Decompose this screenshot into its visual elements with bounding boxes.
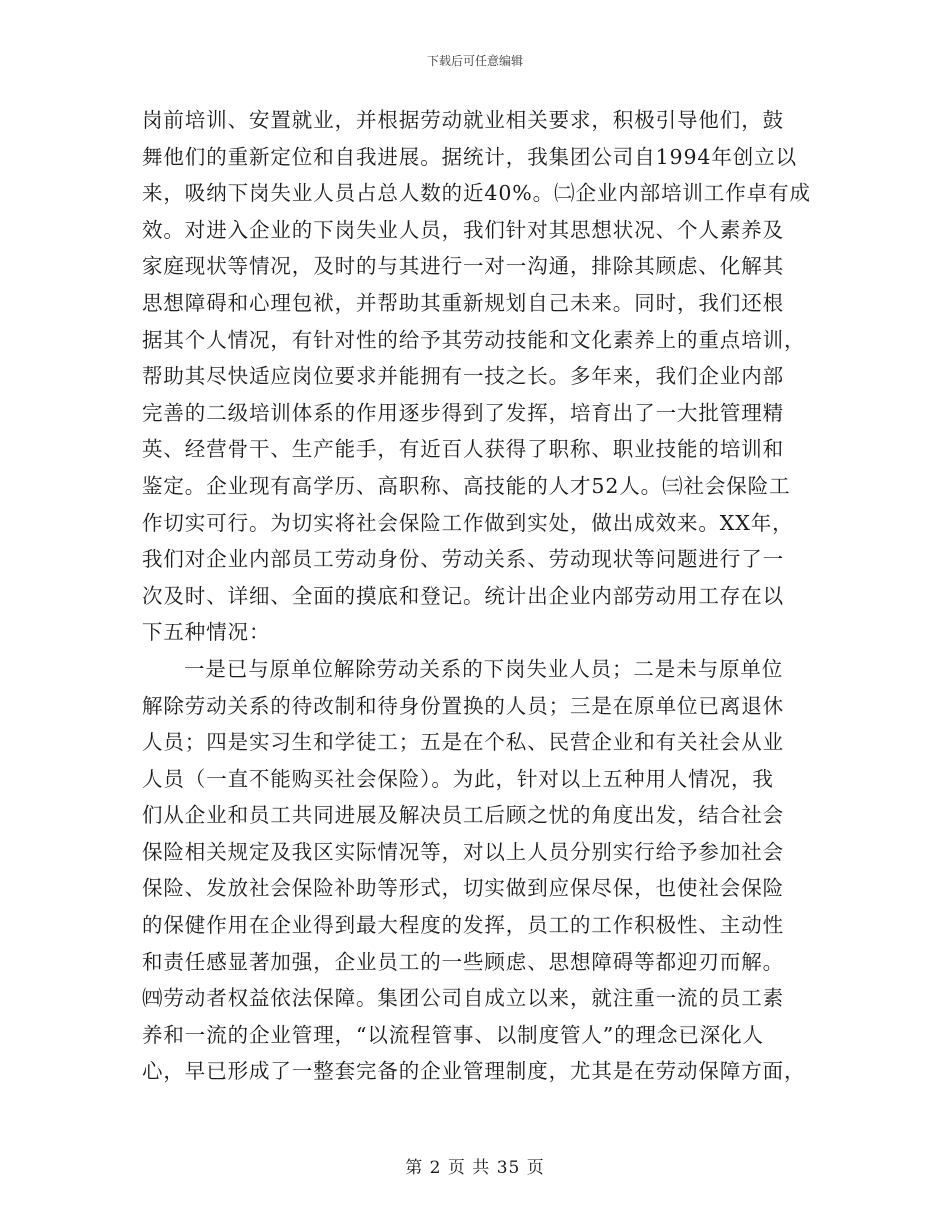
body-line: 思想障碍和心理包袱，并帮助其重新规划自己未来。同时，我们还根 — [142, 290, 784, 315]
body-line: 英、经营骨干、生产能手，有近百人获得了职称、职业技能的培训和 — [142, 437, 784, 462]
body-line: 帮助其尽快适应岗位要求并能拥有一技之长。多年来，我们企业内部 — [142, 364, 784, 389]
body-line: 次及时、详细、全面的摸底和登记。统计出企业内部劳动用工存在以 — [142, 583, 784, 608]
body-line: 和责任感显著加强，企业员工的一些顾虑、思想障碍等都迎刃而解。 — [142, 949, 784, 974]
body-line: 保险相关规定及我区实际情况等，对以上人员分别实行给予参加社会 — [142, 839, 784, 864]
body-line: 们从企业和员工共同进展及解决员工后顾之忧的角度出发，结合社会 — [142, 803, 784, 828]
body-line: 来，吸纳下岗失业人员占总人数的近40%。㈡企业内部培训工作卓有成 — [142, 181, 811, 206]
body-line: 保险、发放社会保险补助等形式，切实做到应保尽保，也使社会保险 — [142, 876, 784, 901]
body-line: 的保健作用在企业得到最大程度的发挥，员工的工作积极性、主动性 — [142, 913, 784, 938]
body-line: 岗前培训、安置就业，并根据劳动就业相关要求，积极引导他们，鼓 — [142, 108, 784, 132]
body-line: 家庭现状等情况，及时的与其进行一对一沟通，排除其顾虑、化解其 — [142, 254, 784, 279]
body-line: 人员（一直不能购买社会保险）。为此，针对以上五种用人情况，我 — [142, 766, 774, 791]
body-line: ㈣劳动者权益依法保障。集团公司自成立以来，就注重一流的员工素 — [142, 986, 784, 1011]
body-line: 人员；四是实习生和学徒工；五是在个私、民营企业和有关社会从业 — [142, 730, 784, 755]
body-line: 心，早已形成了一整套完备的企业管理制度，尤其是在劳动保障方面， — [142, 1059, 806, 1084]
body-line: 效。对进入企业的下岗失业人员，我们针对其思想状况、个人素养及 — [142, 217, 784, 242]
body-line: 完善的二级培训体系的作用逐步得到了发挥，培育出了一大批管理精 — [142, 400, 784, 425]
body-line: 下五种情况： — [142, 620, 271, 645]
paragraph-first-line: 一是已与原单位解除劳动关系的下岗失业人员；二是未与原单位 — [184, 656, 784, 681]
body-line: 据其个人情况，有针对性的给予其劳动技能和文化素养上的重点培训， — [142, 327, 806, 352]
document-body — [142, 102, 812, 1090]
body-line: 解除劳动关系的待改制和待身份置换的人员；三是在原单位已离退休 — [142, 693, 784, 718]
body-line: 我们对企业内部员工劳动身份、劳动关系、劳动现状等问题进行了一 — [142, 547, 784, 572]
page-header: 下载后可任意编辑 — [426, 54, 523, 68]
page-footer: 第 2 页 共 35 页 — [405, 1158, 545, 1178]
body-line: 鉴定。企业现有高学历、高职称、高技能的人才52人。㈢社会保险工 — [142, 473, 791, 498]
body-line: 舞他们的重新定位和自我进展。据统计，我集团公司自1994年创立以 — [142, 144, 797, 169]
body-line: 养和一流的企业管理，“以流程管事、以制度管人”的理念已深化人 — [142, 1022, 764, 1047]
body-line: 作切实可行。为切实将社会保险工作做到实处，做出成效来。XX年， — [142, 510, 794, 535]
